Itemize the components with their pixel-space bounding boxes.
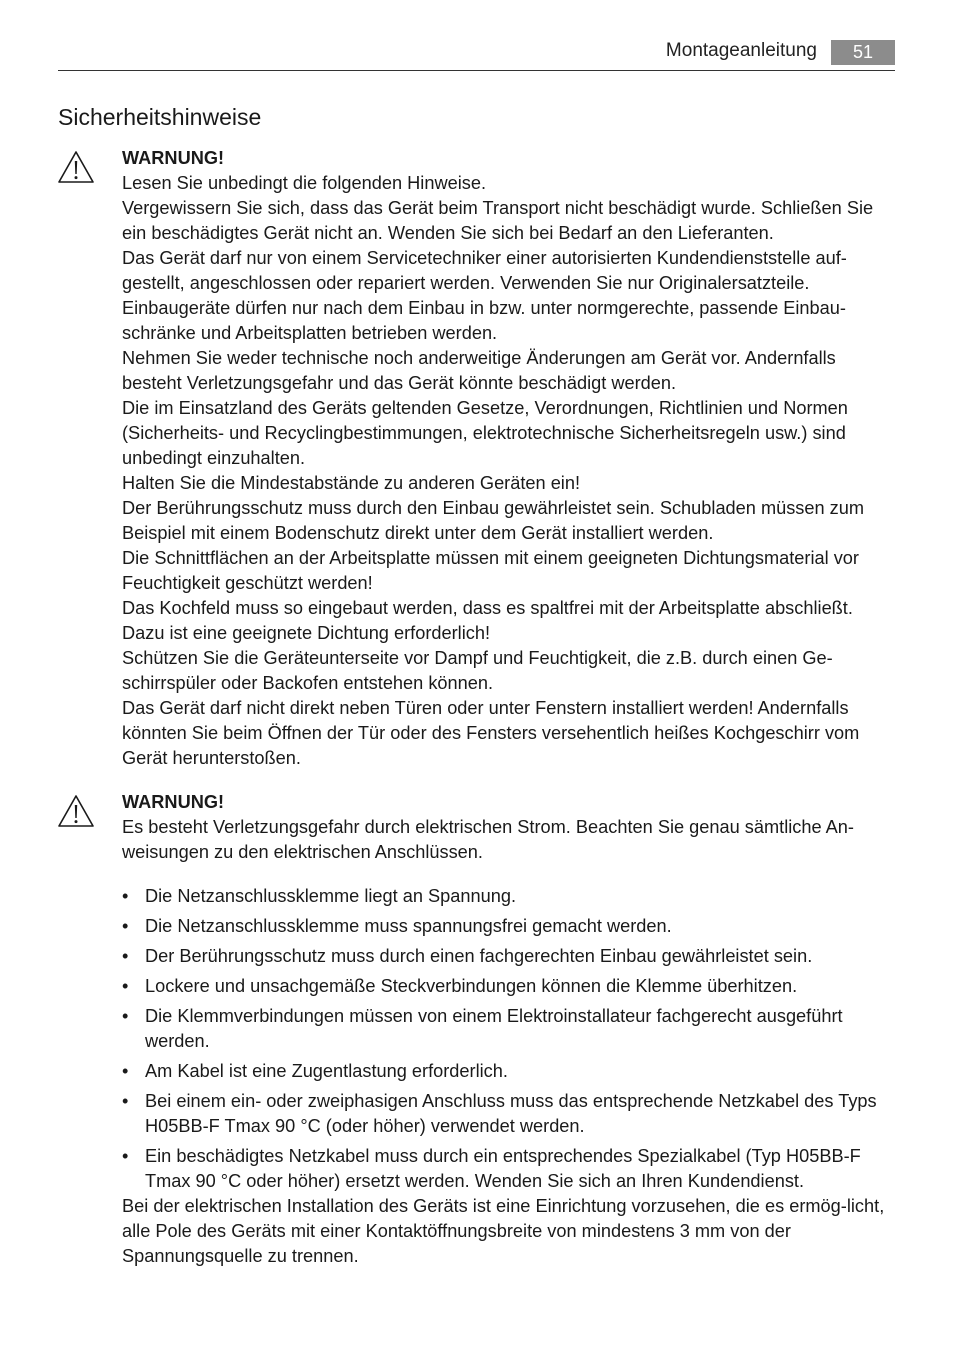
warning-text: Schützen Sie die Geräteunterseite vor Dampf und Feuchtigkeit, die z.B. durch einen Ge-schirrspüler oder Backofen entstehen können. [122, 648, 833, 693]
list-item-text: Ein beschädigtes Netzkabel muss durch ein entsprechendes Spezialkabel (Typ H05BB-F Tmax 90 °C oder höher) ersetzt werden. Wenden Sie sich an Ihren Kundendienst. [145, 1146, 861, 1191]
warning-intro: Es besteht Verletzungsgefahr durch elektrischen Strom. Beachten Sie genau sämtliche An-weisungen zu den elektrischen Anschlüssen. [122, 817, 854, 862]
warning-triangle-icon [57, 794, 95, 828]
warning-text: Die Schnittflächen an der Arbeitsplatte müssen mit einem geeigneten Dichtungsmaterial vor Feuchtigkeit geschützt werden! [122, 548, 859, 593]
list-item-text: Bei einem ein- oder zweiphasigen Anschluss muss das entsprechende Netzkabel des Typs H05BB-F Tmax 90 °C (oder höher) verwendet werden. [145, 1091, 877, 1136]
warning-triangle-icon [57, 150, 95, 184]
warning-text: Lesen Sie unbedingt die folgenden Hinweise. [122, 173, 487, 193]
warning-text: Vergewissern Sie sich, dass das Gerät beim Transport nicht beschädigt wurde. Schließen Sie ein beschädigtes Gerät nicht an. Wenden Sie sich bei Bedarf an den Lieferanten. [122, 198, 874, 243]
section-title: Sicherheitshinweise [58, 104, 262, 130]
list-item-text: Am Kabel ist eine Zugentlastung erforderlich. [145, 1061, 508, 1081]
warning-label: WARNUNG! [122, 148, 225, 168]
list-item-text: Die Netzanschlussklemme muss spannungsfrei gemacht werden. [145, 916, 672, 936]
page-number-badge: 51 [831, 40, 895, 65]
header-rule [58, 70, 895, 71]
list-item-text: Der Berührungsschutz muss durch einen fachgerechten Einbau gewährleistet sein. [145, 946, 813, 966]
bullet-list [122, 884, 892, 1194]
closing-text: Bei der elektrischen Installation des Geräts ist eine Einrichtung vorzusehen, die es ermög-licht, alle Pole des Geräts mit einer Kontaktöffnungsbreite von mindestens 3 mm von der Spannungsquelle zu trennen. [122, 1196, 885, 1266]
warning-text: Die im Einsatzland des Geräts geltenden Gesetze, Verordnungen, Richtlinien und Normen (Sicherheits- und Recyclingbestimmungen, elektrotechnische Sicherheitsregeln usw.) sind unbedingt einzuhalten. [122, 398, 848, 468]
bullet-dot: • [122, 916, 129, 936]
warning-block-electrical [122, 790, 892, 1269]
list-item [122, 914, 892, 939]
list-item [122, 884, 892, 909]
warning-text: Das Gerät darf nicht direkt neben Türen oder unter Fenstern installiert werden! Andernfalls könnten Sie beim Öffnen der Tür oder des Fensters versehentlich heißes Kochgeschirr vom Gerät herunterstoßen. [122, 698, 860, 768]
list-item [122, 1144, 892, 1194]
list-item [122, 1089, 892, 1139]
bullet-dot: • [122, 1091, 129, 1111]
list-item [122, 944, 892, 969]
bullet-dot: • [122, 1061, 129, 1081]
list-item [122, 1004, 892, 1054]
warning-text: Das Gerät darf nur von einem Servicetechniker einer autorisierten Kundendienststelle auf-gestellt, angeschlossen oder repariert werden. Verwenden Sie nur Originalersatzteile. [122, 248, 847, 293]
warning-text: Nehmen Sie weder technische noch anderweitige Änderungen am Gerät vor. Andernfalls besteht Verletzungsgefahr und das Gerät könnte beschädigt werden. [122, 348, 836, 393]
warning-block-general [122, 146, 892, 771]
page-header [58, 38, 895, 72]
header-title: Montageanleitung [665, 40, 817, 61]
warning-label: WARNUNG! [122, 792, 225, 812]
bullet-dot: • [122, 1006, 129, 1026]
warning-text: Das Kochfeld muss so eingebaut werden, dass es spaltfrei mit der Arbeitsplatte abschließt. Dazu ist eine geeignete Dichtung erforderlich! [122, 598, 853, 643]
warning-text: Der Berührungsschutz muss durch den Einbau gewährleistet sein. Schubladen müssen zum Beispiel mit einem Bodenschutz direkt unter dem Gerät installiert werden. [122, 498, 865, 543]
warning-text: Halten Sie die Mindestabstände zu anderen Geräten ein! [122, 473, 581, 493]
bullet-dot: • [122, 886, 129, 906]
list-item [122, 974, 892, 999]
warning-text: Einbaugeräte dürfen nur nach dem Einbau in bzw. unter normgerechte, passende Einbau-schränke und Arbeitsplatten betrieben werden. [122, 298, 846, 343]
bullet-dot: • [122, 976, 129, 996]
list-item-text: Die Klemmverbindungen müssen von einem Elektroinstallateur fachgerecht ausgeführt werden. [145, 1006, 843, 1051]
list-item [122, 1059, 892, 1084]
list-item-text: Lockere und unsachgemäße Steckverbindungen können die Klemme überhitzen. [145, 976, 798, 996]
bullet-dot: • [122, 946, 129, 966]
bullet-dot: • [122, 1146, 129, 1166]
list-item-text: Die Netzanschlussklemme liegt an Spannung. [145, 886, 517, 906]
